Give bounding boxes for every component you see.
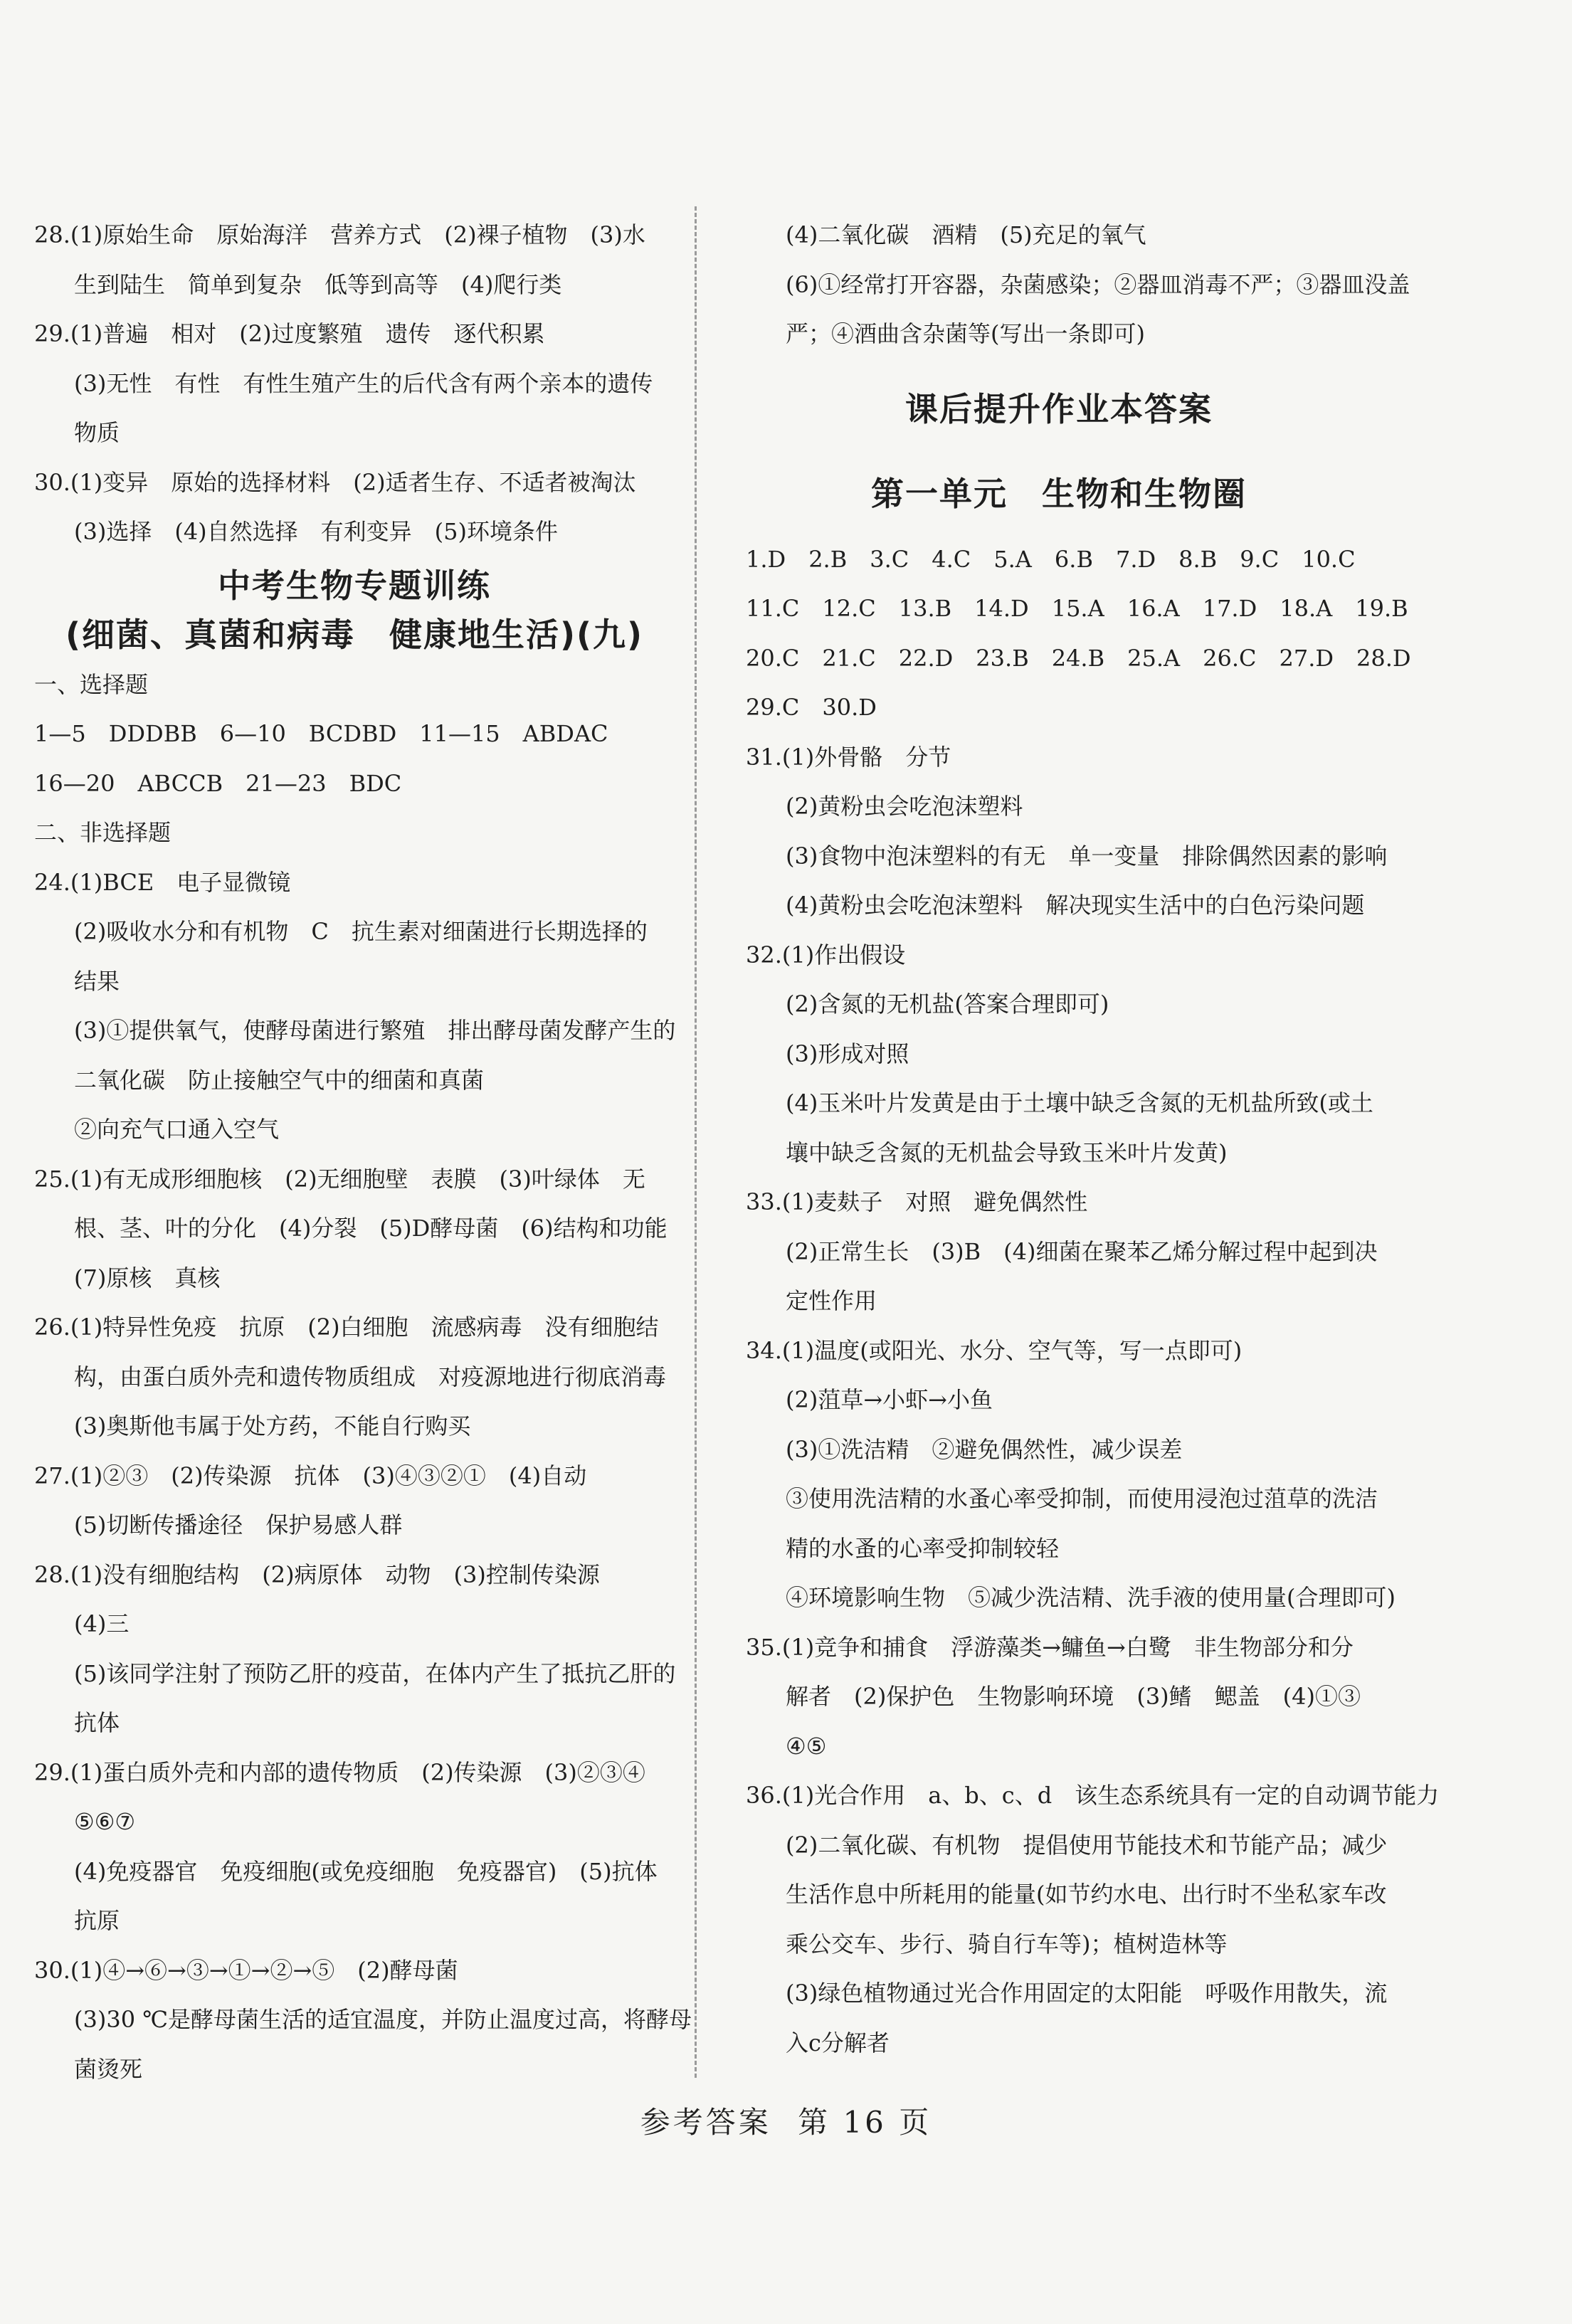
answer-line: 定性作用 [786, 1287, 877, 1314]
answer-line: 31.(1)外骨骼 分节 [746, 743, 951, 771]
answer-line: 16—20 ABCCB 21—23 BDC [34, 769, 402, 797]
section-heading: 中考生物专题训练 [218, 566, 491, 605]
answer-line: (3)奥斯他韦属于处方药，不能自行购买 [74, 1412, 471, 1440]
answer-line: (3)①洗洁精 ②避免偶然性，减少误差 [786, 1435, 1183, 1463]
answer-line: 二氧化碳 防止接触空气中的细菌和真菌 [74, 1066, 485, 1094]
answer-line: (2)吸收水分和有机物 C 抗生素对细菌进行长期选择的 [74, 918, 648, 945]
answer-line: ⑤⑥⑦ [74, 1808, 136, 1835]
answer-line: (3)食物中泡沫塑料的有无 单一变量 排除偶然因素的影响 [786, 842, 1388, 870]
answer-line: 根、茎、叶的分化 (4)分裂 (5)D酵母菌 (6)结构和功能 [74, 1215, 668, 1242]
answer-line: (2)黄粉虫会吃泡沫塑料 [786, 793, 1023, 820]
answer-line: 33.(1)麦麸子 对照 避免偶然性 [746, 1188, 1088, 1215]
answer-line: 构，由蛋白质外壳和遗传物质组成 对疫源地进行彻底消毒 [74, 1363, 667, 1390]
answer-line: 32.(1)作出假设 [746, 941, 906, 968]
page-footer [0, 2099, 1572, 2142]
answer-line: 1—5 DDDBB 6—10 BCDBD 11—15 ABDAC [34, 720, 608, 747]
answer-line: (2)菹草→小虾→小鱼 [786, 1386, 993, 1413]
right-column [746, 211, 1440, 2068]
section-heading: (细菌、真菌和病毒 健康地生活)(九) [65, 616, 644, 654]
answer-line: 结果 [74, 967, 120, 995]
left-column [34, 211, 692, 2094]
answer-line: 11.C 12.C 13.B 14.D 15.A 16.A 17.D 18.A 19.B [746, 595, 1408, 622]
answer-line: (2)含氮的无机盐(答案合理即可) [786, 991, 1109, 1018]
answer-line: 36.(1)光合作用 a、b、c、d 该生态系统具有一定的自动调节能力 [746, 1782, 1440, 1809]
answer-line: 25.(1)有无成形细胞核 (2)无细胞壁 表膜 (3)叶绿体 无 [34, 1165, 645, 1193]
answer-line: 抗体 [74, 1709, 120, 1736]
answer-line: ④环境影响生物 ⑤减少洗洁精、洗手液的使用量(合理即可) [786, 1584, 1396, 1611]
answer-line: 壤中缺乏含氮的无机盐会导致玉米叶片发黄) [786, 1139, 1228, 1166]
answer-line: 乘公交车、步行、骑自行车等)；植树造林等 [786, 1930, 1228, 1958]
answer-line: ②向充气口通入空气 [74, 1116, 280, 1143]
answer-line: (3)无性 有性 有性生殖产生的后代含有两个亲本的遗传 [74, 369, 653, 397]
answer-line: 精的水蚤的心率受抑制较轻 [786, 1534, 1060, 1562]
answer-line: 严；④酒曲含杂菌等(写出一条即可) [786, 320, 1145, 347]
answer-line: (3)选择 (4)自然选择 有利变异 (5)环境条件 [74, 518, 558, 545]
answer-line: 28.(1)原始生命 原始海洋 营养方式 (2)裸子植物 (3)水 [34, 221, 645, 248]
section-heading: 课后提升作业本答案 [905, 389, 1213, 428]
answer-line: 抗原 [74, 1907, 120, 1934]
answer-line: (7)原核 真核 [74, 1264, 221, 1292]
answer-line: 29.C 30.D [746, 694, 877, 721]
answer-line: (2)正常生长 (3)B (4)细菌在聚苯乙烯分解过程中起到决 [786, 1237, 1378, 1265]
answer-line: (4)玉米叶片发黄是由于土壤中缺乏含氮的无机盐所致(或土 [786, 1089, 1373, 1116]
answer-line: 30.(1)变异 原始的选择材料 (2)适者生存、不适者被淘汰 [34, 468, 636, 496]
answer-line: (4)二氧化碳 酒精 (5)充足的氧气 [786, 221, 1146, 248]
answer-line: 二、非选择题 [34, 819, 172, 846]
answer-line: 29.(1)蛋白质外壳和内部的遗传物质 (2)传染源 (3)②③④ [34, 1758, 645, 1786]
answer-line: (4)三 [74, 1610, 130, 1637]
answer-line: (6)①经常打开容器，杂菌感染；②器皿消毒不严；③器皿没盖 [786, 270, 1410, 298]
answer-line: 物质 [74, 419, 120, 446]
answer-line: (3)30 ℃是酵母菌生活的适宜温度，并防止温度过高，将酵母 [74, 2006, 692, 2033]
answer-line: 1.D 2.B 3.C 4.C 5.A 6.B 7.D 8.B 9.C 10.C [746, 545, 1356, 573]
answer-line: 解者 (2)保护色 生物影响环境 (3)鳍 鳃盖 (4)①③ [786, 1683, 1361, 1710]
answer-line: (5)切断传播途径 保护易感人群 [74, 1511, 403, 1538]
answer-line: 入c分解者 [786, 2029, 890, 2056]
answer-line: ④⑤ [786, 1732, 827, 1760]
answer-line: 菌烫死 [74, 2055, 143, 2083]
answer-line: 27.(1)②③ (2)传染源 抗体 (3)④③②① (4)自动 [34, 1462, 587, 1489]
answer-line: 生到陆生 简单到复杂 低等到高等 (4)爬行类 [74, 270, 562, 298]
answer-line: 35.(1)竞争和捕食 浮游藻类→鳙鱼→白鹭 非生物部分和分 [746, 1633, 1354, 1661]
answer-line: 生活作息中所耗用的能量(如节约水电、出行时不坐私家车改 [786, 1881, 1387, 1908]
answer-line: 30.(1)④→⑥→③→①→②→⑤ (2)酵母菌 [34, 1956, 458, 1984]
answer-line: (4)黄粉虫会吃泡沫塑料 解决现实生活中的白色污染问题 [786, 892, 1365, 919]
answer-line: (3)绿色植物通过光合作用固定的太阳能 呼吸作用散失，流 [786, 1980, 1388, 2007]
footer-label: 参考答案 [640, 2105, 771, 2140]
answer-line: 26.(1)特异性免疫 抗原 (2)白细胞 流感病毒 没有细胞结 [34, 1314, 659, 1341]
answer-line: (3)①提供氧气，使酵母菌进行繁殖 排出酵母菌发酵产生的 [74, 1017, 676, 1044]
answer-line: 28.(1)没有细胞结构 (2)病原体 动物 (3)控制传染源 [34, 1560, 600, 1588]
answer-line: (4)免疫器官 免疫细胞(或免疫细胞 免疫器官) (5)抗体 [74, 1857, 658, 1885]
section-heading: 第一单元 生物和生物圈 [871, 475, 1247, 513]
answer-line: 34.(1)温度(或阳光、水分、空气等，写一点即可) [746, 1336, 1243, 1364]
answer-line: 20.C 21.C 22.D 23.B 24.B 25.A 26.C 27.D 28.D [746, 644, 1411, 672]
column-divider [695, 206, 697, 2078]
answer-line: (2)二氧化碳、有机物 提倡使用节能技术和节能产品；减少 [786, 1831, 1388, 1859]
answer-line: 24.(1)BCE 电子显微镜 [34, 868, 291, 896]
page-number: 第 16 页 [798, 2105, 932, 2140]
answer-line: 29.(1)普遍 相对 (2)过度繁殖 遗传 逐代积累 [34, 320, 545, 347]
answer-line: (3)形成对照 [786, 1040, 909, 1067]
answer-line: ③使用洗洁精的水蚤心率受抑制，而使用浸泡过菹草的洗洁 [786, 1485, 1378, 1512]
answer-line: 一、选择题 [34, 670, 149, 698]
answer-line: (5)该同学注射了预防乙肝的疫苗，在体内产生了抵抗乙肝的 [74, 1659, 676, 1687]
